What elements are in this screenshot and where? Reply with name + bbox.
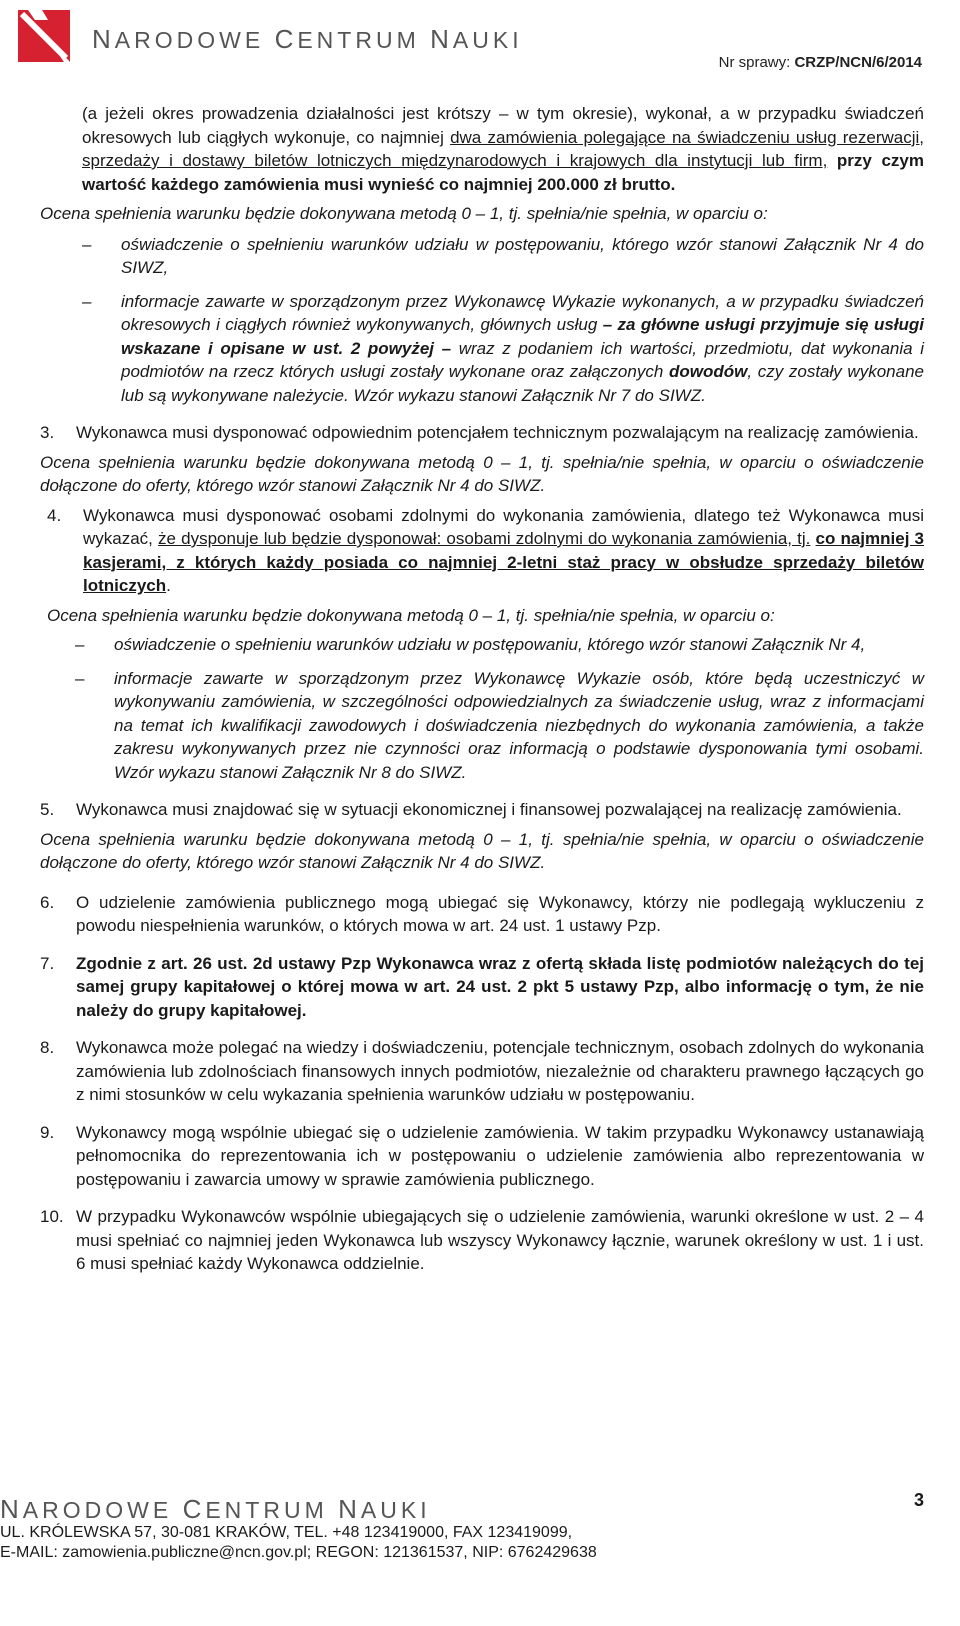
evaluation-note-4: Ocena spełnienia warunku będzie dokonywana metodą 0 – 1, tj. spełnia/nie spełnia, w oparciu o: <box>47 605 775 625</box>
paragraph-2-continuation: (a jeżeli okres prowadzenia działalności jest krótszy – w tym okresie), wykonał, a w przypadku świadczeń okresowych lub ciągłych wykonuje, co najmniej dwa zamówienia polegające na świadczeniu usług rezerwacji, sprzedaży i dostawy biletów lotniczych międzynarodowych i krajowych dla instytucji lub firm, przy czym wartość każdego zamówienia musi wynieść co najmniej 200.000 zł brutto. <box>82 104 925 194</box>
evaluation-note-3: Ocena spełnienia warunku będzie dokonywana metodą 0 – 1, tj. spełnia/nie spełnia, w oparciu o oświadczenie dołączone do oferty, którego wzór stanowi Załącznik Nr 4 do SIWZ. <box>40 452 924 495</box>
page-footer <box>0 1490 960 1626</box>
list-item: – oświadczenie o spełnieniu warunków udziału w postępowaniu, którego wzór stanowi Załącznik Nr 4, <box>75 635 866 654</box>
list-item: – oświadczenie o spełnieniu warunków udziału w postępowaniu, którego wzór stanowi Załącznik Nr 4 do SIWZ, <box>82 234 924 277</box>
document-body <box>40 102 924 1276</box>
list-item: 5. Wykonawca musi znajdować się w sytuacji ekonomicznej i finansowej pozwalającej na realizację zamówienia. <box>40 800 902 819</box>
evaluation-note-2: Ocena spełnienia warunku będzie dokonywana metodą 0 – 1, tj. spełnia/nie spełnia, w oparciu o: <box>40 204 768 223</box>
ncn-logo-icon <box>18 10 70 62</box>
page-header <box>0 0 960 80</box>
footer-contact-line: E-MAIL: zamowienia.publiczne@ncn.gov.pl; REGON: 121361537, NIP: 6762429638 <box>0 1544 597 1561</box>
list-item: 4. Wykonawca musi dysponować osobami zdolnymi do wykonania zamówienia, dlatego też Wykonawca musi wykazać, że dysponuje lub będzie dysponował: osobami zdolnymi do wykonania zamówienia, tj. co najmniej 3 kasjerami, z których każdy posiada co najmniej 2-letni staż pracy w obsłudze sprzedaży biletów lotniczych. <box>47 505 925 595</box>
case-number: Nr sprawy: CRZP/NCN/6/2014 <box>718 54 922 71</box>
list-item: 9. Wykonawcy mogą wspólnie ubiegać się o udzielenie zamówienia. W takim przypadku Wykonawcy ustanawiają pełnomocnika do reprezentowania ich w postępowaniu o udzielenie zamówienia albo reprezentowania w postępowaniu i zawarcia umowy w sprawie zamówienia publicznego. <box>40 1122 924 1189</box>
list-item: 3. Wykonawca musi dysponować odpowiednim potencjałem technicznym pozwalającym na realizację zamówienia. <box>40 423 919 442</box>
header-brand-name: NARODOWE CENTRUM NAUKI <box>92 24 523 54</box>
list-item: – informacje zawarte w sporządzonym przez Wykonawcę Wykazie osób, które będą uczestniczyć w wykonywaniu zamówienia, w szczególności odpowiedzialnych za świadczenie usług, wraz z informacjami na temat ich kwalifikacji zawodowych i doświadczenia niezbędnych do wykonania zamówienia, a także zakresu wykonywanych przez nie czynności oraz informacją o podstawie dysponowania tymi osobami. Wzór wykazu stanowi Załącznik Nr 8 do SIWZ. <box>75 668 924 782</box>
page-number: 3 <box>913 1490 924 1510</box>
list-item: 8. Wykonawca może polegać na wiedzy i doświadczeniu, potencjale technicznym, osobach zdolnych do wykonania zamówienia lub zdolnościach finansowych innych podmiotów, niezależnie od charakteru prawnego łączących go z nimi stosunków w celu wykazania spełnienia warunków udziału w postępowaniu. <box>40 1038 924 1104</box>
list-item: 7. Zgodnie z art. 26 ust. 2d ustawy Pzp Wykonawca wraz z ofertą składa listę podmiotów należących do tej samej grupy kapitałowej o której mowa w art. 24 ust. 2 pkt 5 ustawy Pzp, albo informację o tym, że nie należy do grupy kapitałowej. <box>40 953 924 1020</box>
evaluation-note-5: Ocena spełnienia warunku będzie dokonywana metodą 0 – 1, tj. spełnia/nie spełnia, w oparciu o oświadczenie dołączone do oferty, którego wzór stanowi Załącznik Nr 4 do SIWZ. <box>40 829 924 872</box>
footer-brand-name: NARODOWE CENTRUM NAUKI <box>0 1494 431 1524</box>
list-item: 10. W przypadku Wykonawców wspólnie ubiegających się o udzielenie zamówienia, warunki określone w ust. 2 – 4 musi spełniać co najmniej jeden Wykonawca lub wszyscy Wykonawcy łącznie, warunek określony w ust. 1 i ust. 6 musi spełniać każdy Wykonawca oddzielnie. <box>40 1207 924 1273</box>
footer-address-line: UL. KRÓLEWSKA 57, 30-081 KRAKÓW, TEL. +48 123419000, FAX 123419099, <box>0 1524 573 1541</box>
list-item: 6. O udzielenie zamówienia publicznego mogą ubiegać się Wykonawcy, którzy nie podlegają wykluczeniu z powodu niespełnienia warunków, o których mowa w art. 24 ust. 1 ustawy Pzp. <box>40 892 924 935</box>
list-item: – informacje zawarte w sporządzonym przez Wykonawcę Wykazie wykonanych, a w przypadku świadczeń okresowych i ciągłych również wykonywanych, głównych usług – za główne usługi przyjmuje się usługi wskazane i opisane w ust. 2 powyżej – wraz z podaniem ich wartości, przedmiotu, dat wykonania i podmiotów na rzecz których usługi zostały wykonane oraz załączonych dowodów, czy zostały wykonane lub są wykonywane należycie. Wzór wykazu stanowi Załącznik Nr 7 do SIWZ. <box>82 291 924 405</box>
